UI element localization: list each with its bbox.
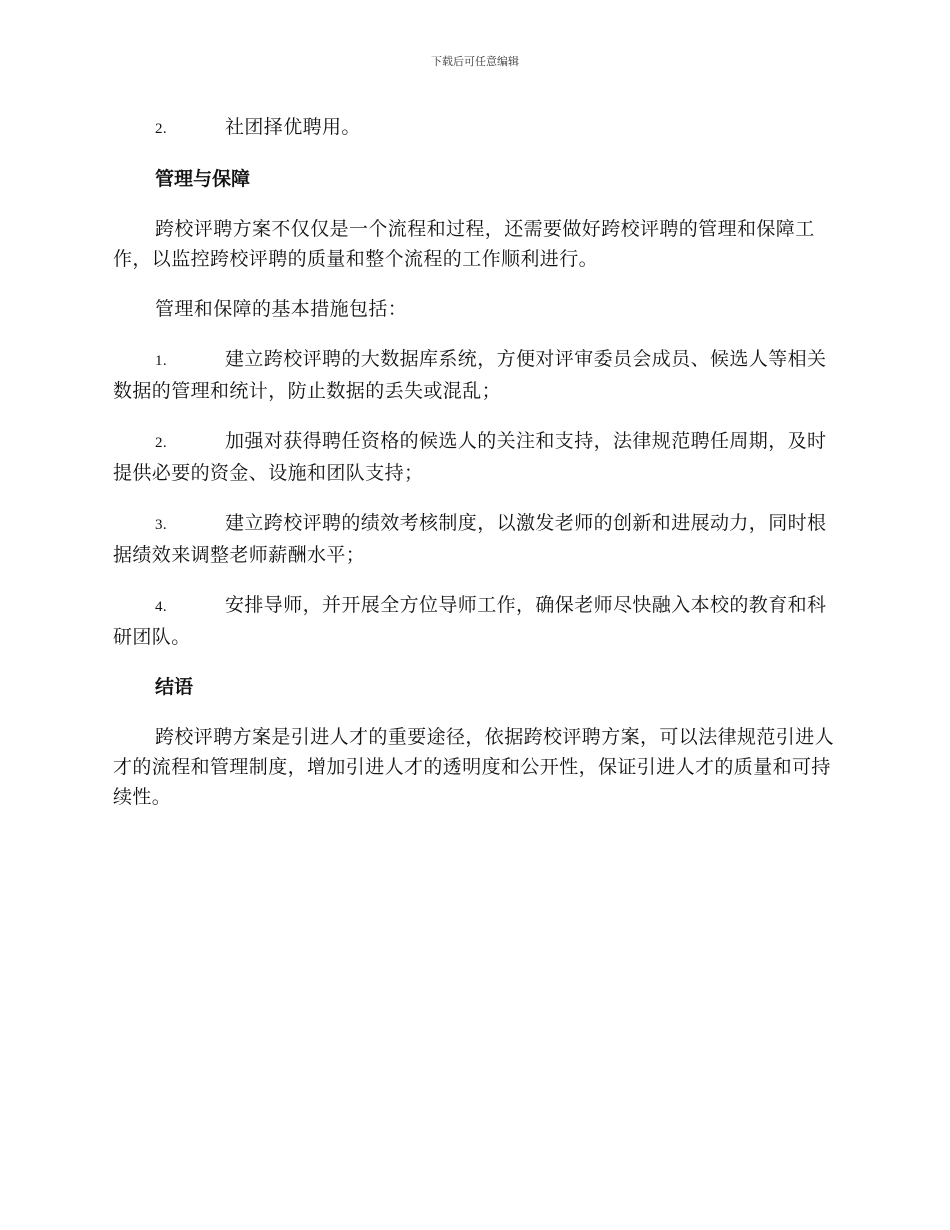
list-item (113, 590, 837, 652)
section-heading-conclusion: 结语 (155, 676, 194, 698)
list-text: 加强对获得聘任资格的候选人的关注和支持，法律规范聘任周期，及时提供必要的资金、设施和团队支持； (113, 430, 827, 484)
paragraph-measures-lead: 管理和保障的基本措施包括： (155, 298, 408, 320)
list-item (113, 426, 837, 488)
list-text: 安排导师，并开展全方位导师工作，确保老师尽快融入本校的教育和科研团队。 (113, 594, 827, 648)
list-item (113, 344, 837, 406)
header-note: 下载后可任意编辑 (431, 55, 519, 68)
list-text: 社团择优聘用。 (225, 116, 361, 138)
paragraph-conclusion: 跨校评聘方案是引进人才的重要途径，依据跨校评聘方案，可以法律规范引进人才的流程和管理制度，增加引进人才的透明度和公开性，保证引进人才的质量和可持续性。 (113, 726, 835, 808)
list-number: 3. (155, 517, 168, 533)
list-number: 1. (155, 353, 168, 369)
list-number: 4. (155, 599, 168, 615)
list-number: 2. (155, 435, 168, 451)
list-item (113, 112, 837, 144)
paragraph-management: 跨校评聘方案不仅仅是一个流程和过程，还需要做好跨校评聘的管理和保障工作，以监控跨校评聘的质量和整个流程的工作顺利进行。 (113, 218, 815, 270)
list-number: 2. (155, 121, 168, 137)
list-text: 建立跨校评聘的绩效考核制度，以激发老师的创新和进展动力，同时根据绩效来调整老师薪酬水平； (113, 512, 827, 566)
list-item (113, 508, 837, 570)
list-text: 建立跨校评聘的大数据库系统，方便对评审委员会成员、候选人等相关数据的管理和统计，防止数据的丢失或混乱； (113, 348, 827, 402)
document-body (113, 112, 837, 832)
section-heading-management: 管理与保障 (155, 168, 251, 190)
